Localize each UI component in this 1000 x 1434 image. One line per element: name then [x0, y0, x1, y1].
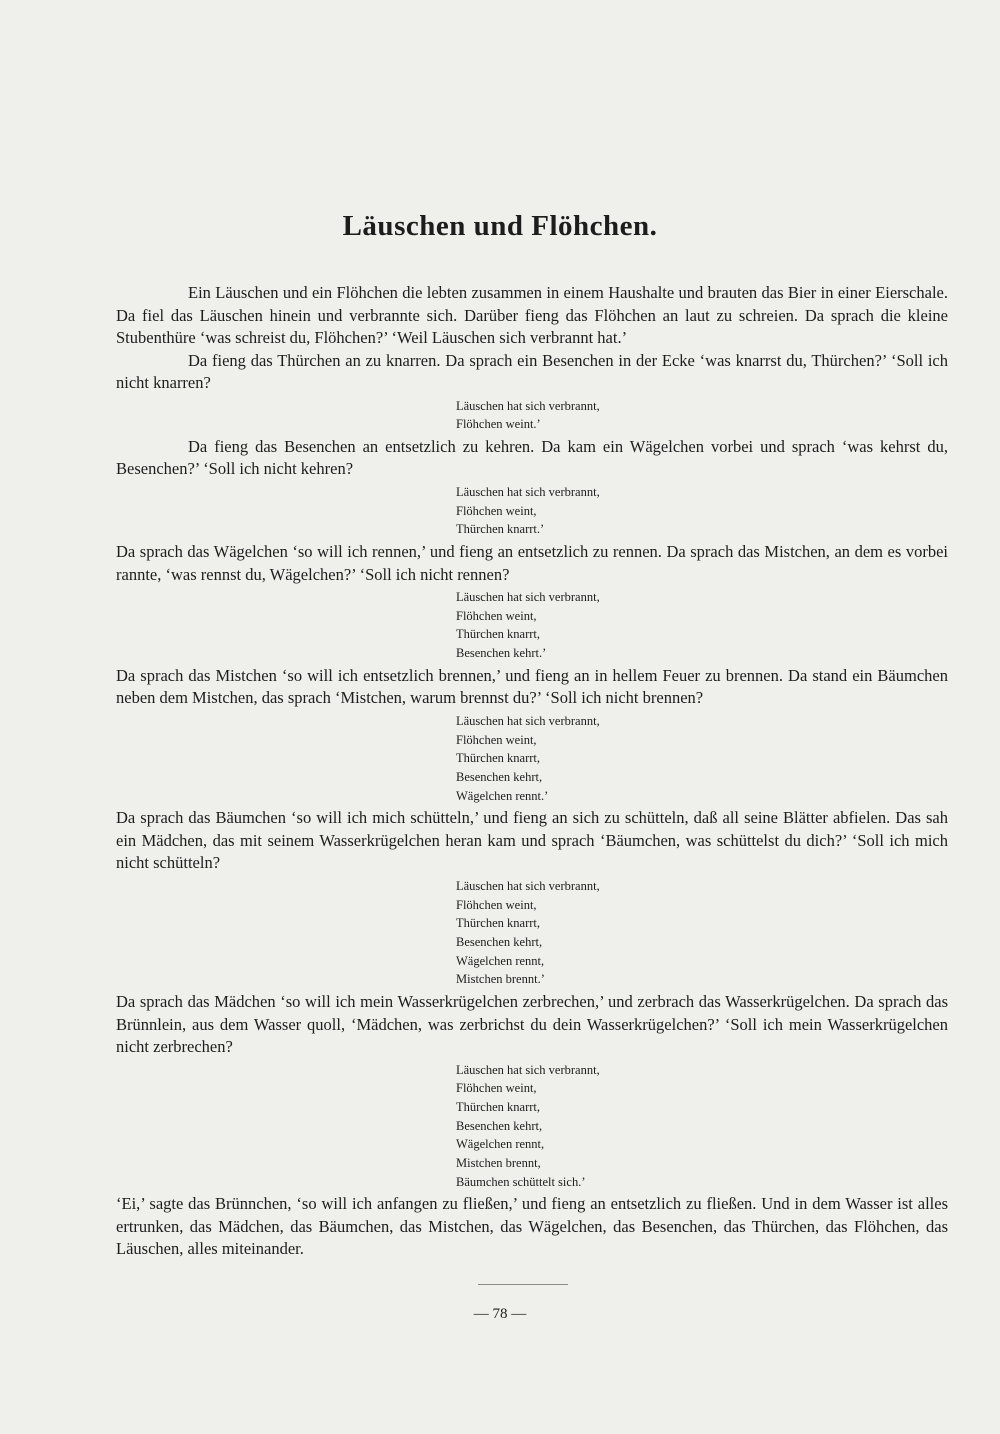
paragraph: Da fieng das Thürchen an zu knarren. Da sprach ein Besenchen in der Ecke ‘was knarrst du, Thürchen?’ ‘Soll ich nicht knarren? — [116, 350, 948, 392]
verse-line: Thürchen knarrt, — [456, 916, 540, 931]
verse-line: Läuschen hat sich verbrannt, — [456, 878, 600, 893]
verse-line: Mistchen brennt.’ — [456, 972, 545, 987]
verse-line: Bäumchen schüttelt sich.’ — [456, 1174, 586, 1189]
verse-line: Thürchen knarrt, — [456, 1099, 540, 1114]
verse-block — [456, 397, 948, 434]
verse-line: Besenchen kehrt, — [456, 934, 543, 949]
verse-block — [456, 877, 948, 989]
verse-line: Flöhchen weint, — [456, 1081, 537, 1096]
page-title: Läuschen und Flöhchen. — [342, 210, 658, 242]
verse-line: Thürchen knarrt, — [456, 627, 540, 642]
verse-line: Wägelchen rennt, — [456, 953, 545, 968]
verse-line: Flöhchen weint.’ — [456, 417, 541, 432]
verse-block — [456, 588, 948, 663]
verse-line: Läuschen hat sich verbrannt, — [456, 590, 600, 605]
paragraph: Da sprach das Mädchen ‘so will ich mein Wasserkrügelchen zerbrechen,’ und zerbrach das Wasserkrügelchen. Da sprach das Brünnlein, aus dem Wasser quoll, ‘Mädchen, was zerbrichst du dein Wasserkrügelchen?’ ‘Soll ich mein Wasserkrügelchen nicht zerbrechen? — [116, 992, 948, 1057]
verse-line: Läuschen hat sich verbrannt, — [456, 484, 600, 499]
verse-line: Wägelchen rennt, — [456, 1137, 545, 1152]
page-number: — 78 — — [473, 1306, 527, 1322]
verse-line: Flöhchen weint, — [456, 608, 537, 623]
paragraph: Da fieng das Besenchen an entsetzlich zu kehren. Da kam ein Wägelchen vorbei und sprach ‘was kehrst du, Besenchen?’ ‘Soll ich nicht kehren? — [116, 436, 948, 479]
paragraph: Da sprach das Mistchen ‘so will ich entsetzlich brennen,’ und fieng an in hellem Feuer zu brennen. Da stand ein Bäumchen neben dem Mistchen, das sprach ‘Mistchen, warum brennst du?’ ‘Soll ich nicht brennen? — [116, 665, 948, 708]
verse-line: Wägelchen rennt.’ — [456, 788, 549, 803]
verse-line: Thürchen knarrt, — [456, 751, 540, 766]
paragraph: ‘Ei,’ sagte das Brünnchen, ‘so will ich anfangen zu fließen,’ und fieng an entsetzlich zu fließen. Und in dem Wasser ist alles ertrunken, das Mädchen, das Bäumchen, das Mistchen, das Wägelchen, das Besenchen, das Thürchen, das Flöhchen, das Läuschen, alles miteinander. — [116, 1194, 948, 1259]
paragraph: Da sprach das Bäumchen ‘so will ich mich schütteln,’ und fieng an sich zu schütteln, daß all seine Blätter abfielen. Das sah ein Mädchen, das mit seinem Wasserkrügelchen heran kam und sprach ‘Bäumchen, was schüttelst du dich?’ ‘Soll ich mich nicht schütteln? — [116, 808, 948, 873]
verse-line: Besenchen kehrt.’ — [456, 646, 547, 661]
paragraph: Ein Läuschen und ein Flöhchen die lebten zusammen in einem Haushalte und brauten das Bier in einer Eierschale. Da fiel das Läuschen hinein und verbrannte sich. Darüber fieng das Flöhchen an laut zu schreien. Da sprach die kleine Stubenthüre ‘was schreist du, Flöhchen?’ ‘Weil Läuschen sich verbrannt hat.’ — [116, 283, 948, 347]
verse-block — [456, 712, 948, 806]
verse-line: Läuschen hat sich verbrannt, — [456, 398, 600, 413]
verse-line: Besenchen kehrt, — [456, 769, 543, 784]
verse-line: Mistchen brennt, — [456, 1156, 541, 1171]
verse-block — [456, 483, 948, 539]
paragraph: Da sprach das Wägelchen ‘so will ich rennen,’ und fieng an entsetzlich zu rennen. Da sprach das Mistchen, an dem es vorbei rannte, ‘was rennst du, Wägelchen?’ ‘Soll ich nicht rennen? — [116, 542, 948, 584]
story-text — [116, 282, 948, 1261]
verse-line: Flöhchen weint, — [456, 503, 537, 518]
verse-line: Besenchen kehrt, — [456, 1118, 543, 1133]
verse-line: Thürchen knarrt.’ — [456, 522, 545, 537]
footer-rule — [478, 1284, 568, 1285]
verse-line: Läuschen hat sich verbrannt, — [456, 713, 600, 728]
verse-line: Flöhchen weint, — [456, 897, 537, 912]
verse-line: Flöhchen weint, — [456, 732, 537, 747]
verse-line: Läuschen hat sich verbrannt, — [456, 1062, 600, 1077]
verse-block — [456, 1061, 948, 1192]
